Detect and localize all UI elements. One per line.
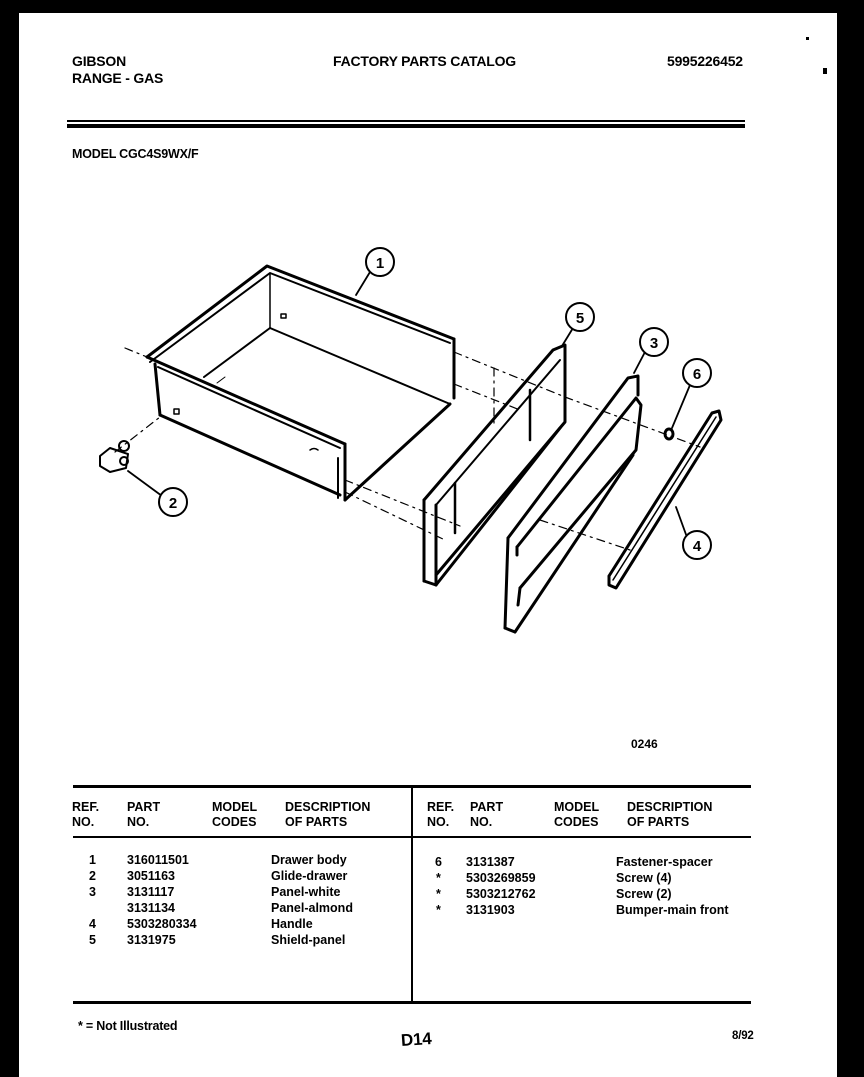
col-header-ref: REF. NO.	[72, 800, 100, 829]
exploded-parts-diagram	[19, 13, 837, 713]
col-header-ref-right: REF. NO.	[427, 800, 455, 829]
callout-label-6: 6	[692, 366, 702, 383]
col-header-model: MODEL CODES	[212, 800, 258, 829]
catalog-page: GIBSON RANGE - GAS FACTORY PARTS CATALOG 5995226452 MODEL CGC4S9WX/F 1 2 3 4 5 6 0246 REF. NO. PART NO. MODEL CODES DESCRIPTION OF PARTS REF. NO. PART NO. MODEL CODES DESCRIPTION OF PARTS 1 316011501 Drawer body 2 3051163 Glide-drawer 3 3131117 Panel-white 3131134 Panel-almond 4 5303280334 Handle 5 3131975 Shield-panel 6 3131387 Fastener-spacer * 5303269859 Screw (4) * 5303212762 Screw (2) * 3131903 Bumper-main front * = Not Illustrated D14 8/92	[19, 13, 837, 1077]
scan-speck	[806, 37, 809, 40]
table-bottom-rule	[73, 1001, 751, 1004]
revision-date: 8/92	[732, 1030, 754, 1042]
model-number: MODEL CGC4S9WX/F	[72, 147, 199, 161]
figure-code: 0246	[631, 737, 658, 751]
callout-label-5: 5	[575, 310, 585, 327]
callout-label-3: 3	[649, 335, 659, 352]
catalog-number: 5995226452	[667, 53, 743, 69]
scan-speck	[823, 68, 827, 74]
callout-label-1: 1	[375, 255, 385, 272]
product-type: RANGE - GAS	[72, 70, 164, 86]
table-header-rule	[73, 836, 751, 838]
col-header-model-right: MODEL CODES	[554, 800, 600, 829]
col-header-description-right: DESCRIPTION OF PARTS	[627, 800, 713, 829]
drawer-body-part	[147, 266, 454, 500]
callout-label-2: 2	[168, 495, 178, 512]
front-panel-part	[505, 376, 641, 632]
brand-name: GIBSON	[72, 53, 127, 69]
callout-label-4: 4	[692, 538, 702, 555]
page-code: D14	[400, 1028, 433, 1051]
catalog-title: FACTORY PARTS CATALOG	[333, 53, 516, 69]
table-center-divider	[411, 785, 413, 1003]
col-header-description: DESCRIPTION OF PARTS	[285, 800, 371, 829]
not-illustrated-note: * = Not Illustrated	[78, 1019, 178, 1033]
glide-drawer-part	[100, 441, 129, 472]
col-header-part: PART NO.	[127, 800, 161, 829]
col-header-part-right: PART NO.	[470, 800, 504, 829]
